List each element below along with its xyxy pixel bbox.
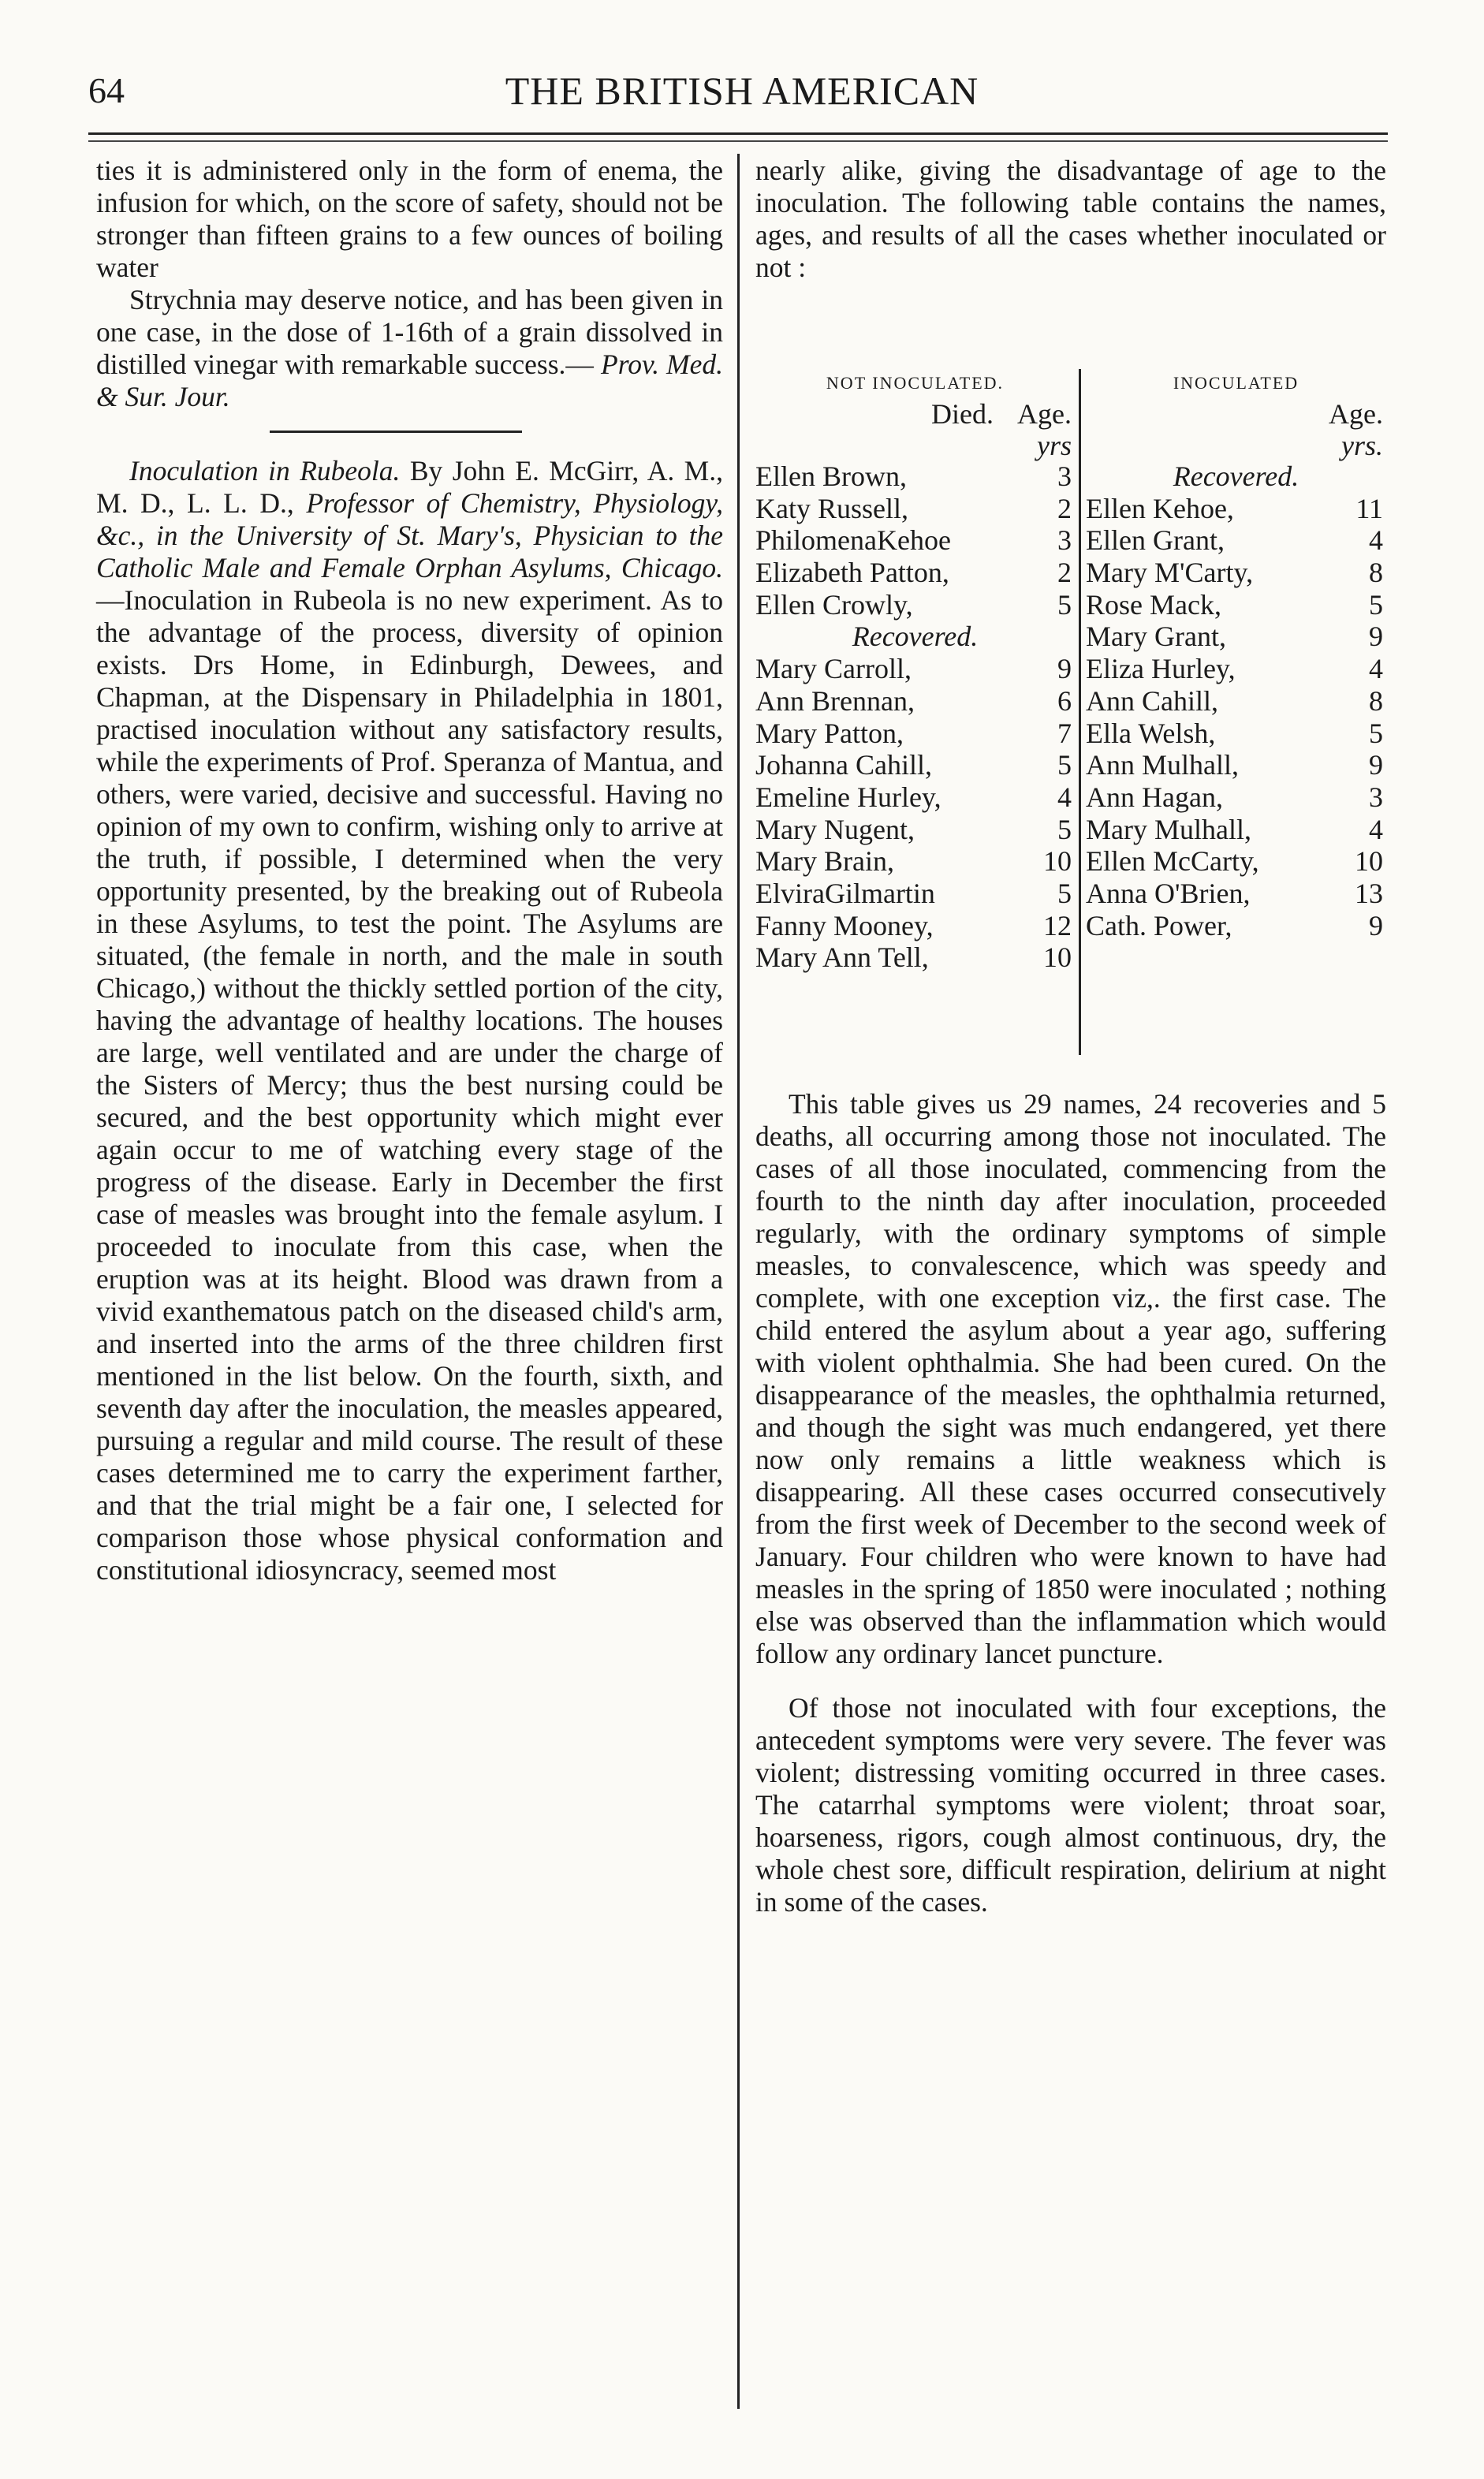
table-row bbox=[755, 845, 1075, 878]
patient-name: Ellen Crowly, bbox=[755, 588, 913, 621]
strychnia-text: Strychnia may deserve notice, and has been given in one case, in the dose of 1-16th of a grain dissolved in distilled vinegar with remarkable success.— bbox=[96, 284, 723, 380]
inoculated-subheading bbox=[1086, 397, 1386, 431]
patient-age: 6 bbox=[1057, 684, 1072, 717]
patient-name: Anna O'Brien, bbox=[1086, 877, 1251, 909]
patient-age: 5 bbox=[1369, 588, 1383, 621]
table-row bbox=[755, 749, 1075, 781]
header-rule bbox=[88, 132, 1388, 135]
patient-name: Cath. Power, bbox=[1086, 909, 1232, 941]
table-row bbox=[1086, 557, 1386, 589]
patient-age: 11 bbox=[1355, 492, 1383, 524]
table-row bbox=[755, 814, 1075, 846]
patient-name: Mary Nugent, bbox=[755, 813, 915, 845]
not-inoculated-heading: NOT INOCULATED. bbox=[826, 373, 1005, 393]
patient-age: 5 bbox=[1057, 749, 1072, 781]
died-rows bbox=[755, 460, 1075, 621]
patient-name: Elizabeth Patton, bbox=[755, 557, 949, 589]
inoculated-heading: INOCULATED bbox=[1173, 373, 1299, 393]
patient-name: Ella Welsh, bbox=[1086, 717, 1216, 749]
patient-age: 5 bbox=[1057, 877, 1072, 909]
patient-age: 10 bbox=[1043, 845, 1072, 878]
age-label: Age. bbox=[1017, 398, 1072, 430]
patient-age: 13 bbox=[1355, 877, 1383, 909]
cases-table bbox=[755, 369, 1386, 1079]
patient-age: 3 bbox=[1057, 524, 1072, 557]
table-row bbox=[1086, 653, 1386, 685]
strychnia-paragraph bbox=[96, 284, 723, 413]
table-intro-paragraph: nearly alike, giving the disadvantage of age to the inoculation. The following table contains the names, ages, and results of all the cases whether inoculated or not : bbox=[755, 155, 1386, 283]
patient-name: Eliza Hurley, bbox=[1086, 653, 1236, 685]
patient-name: Ann Cahill, bbox=[1086, 684, 1218, 717]
patient-name: Rose Mack, bbox=[1086, 588, 1221, 621]
patient-name: Mary Patton, bbox=[755, 717, 904, 749]
patient-age: 5 bbox=[1057, 588, 1072, 621]
article-title: Inoculation in Rubeola. bbox=[129, 455, 401, 486]
table-row bbox=[1086, 621, 1386, 653]
patient-name: Ellen McCarty, bbox=[1086, 845, 1259, 878]
patient-name: Ellen Grant, bbox=[1086, 524, 1225, 557]
years-label: yrs. bbox=[1341, 430, 1383, 461]
inoculated-column bbox=[1079, 369, 1386, 1055]
article-paragraph bbox=[96, 455, 723, 1586]
table-row bbox=[1086, 814, 1386, 846]
patient-name: Mary Carroll, bbox=[755, 653, 912, 685]
recovered-label: Recovered. bbox=[852, 621, 979, 653]
patient-name: ElviraGilmartin bbox=[755, 877, 935, 909]
recovered-rows bbox=[755, 653, 1075, 974]
patient-name: Mary M'Carty, bbox=[1086, 557, 1254, 589]
recovered-label: Recovered. bbox=[1173, 460, 1299, 492]
table-row bbox=[1086, 878, 1386, 910]
table-row bbox=[755, 460, 1075, 493]
left-column bbox=[96, 155, 723, 1586]
patient-age: 12 bbox=[1043, 909, 1072, 941]
table-row bbox=[1086, 718, 1386, 750]
page-number: 64 bbox=[88, 70, 125, 110]
table-row bbox=[755, 493, 1075, 525]
age-label: Age. bbox=[1329, 398, 1383, 430]
paragraph-gap bbox=[755, 1670, 1386, 1692]
patient-age: 5 bbox=[1057, 813, 1072, 845]
not-inoculated-subheading bbox=[755, 397, 1075, 431]
header-rule-double bbox=[88, 140, 1388, 142]
running-title: THE BRITISH AMERICAN bbox=[505, 69, 979, 113]
patient-age: 2 bbox=[1057, 557, 1072, 589]
patient-age: 9 bbox=[1369, 909, 1383, 941]
patient-age: 5 bbox=[1369, 717, 1383, 749]
patient-age: 4 bbox=[1369, 653, 1383, 685]
patient-name: Mary Mulhall, bbox=[1086, 813, 1251, 845]
patient-age: 4 bbox=[1057, 781, 1072, 813]
patient-name: Johanna Cahill, bbox=[755, 749, 932, 781]
patient-name: PhilomenaKehoe bbox=[755, 524, 951, 557]
patient-age: 7 bbox=[1057, 717, 1072, 749]
died-label: Died. bbox=[931, 398, 994, 430]
patient-name: Ellen Kehoe, bbox=[1086, 492, 1234, 524]
patient-name: Mary Ann Tell, bbox=[755, 941, 929, 974]
patient-name: Katy Russell, bbox=[755, 492, 908, 524]
table-row bbox=[755, 878, 1075, 910]
patient-age: 2 bbox=[1057, 492, 1072, 524]
table-row bbox=[755, 653, 1075, 685]
article-byline: By John E. McGirr, A. M., M. D., L. L. D., bbox=[96, 455, 723, 519]
patient-age: 9 bbox=[1369, 621, 1383, 653]
patient-age: 3 bbox=[1057, 460, 1072, 492]
column-divider bbox=[737, 154, 740, 2409]
patient-age: 10 bbox=[1355, 845, 1383, 878]
table-row bbox=[1086, 524, 1386, 557]
citation: Prov. Med. & Sur. Jour. bbox=[96, 349, 724, 412]
patient-age: 8 bbox=[1369, 684, 1383, 717]
patient-age: 8 bbox=[1369, 557, 1383, 589]
patient-age: 10 bbox=[1043, 941, 1072, 974]
article-body: —Inoculation in Rubeola is no new experiment. As to the advantage of the process, diversity of opinion exists. Drs Home, in Edinburgh, Dewees, and Chapman, at the Dispensary in Philadelphia in 1801, practised inoculation without any satisfactory results, while the experiments of Prof. Speranza of Mantua, and others, were varied, decisive and successful. Having no opinion of my own to confirm, wishing only to arrive at the truth, if possible, I determined when the very opportunity presented, by the breaking out of Rubeola in these Asylums, to test the point. The Asylums are situated, (the female in north, and the male in south Chicago,) without the thickly settled portion of the city, having the advantage of healthy locations. The houses are large, well ventilated and are under the charge of the Sisters of Mercy; thus the best nursing could be secured, and the best opportunity which might ever again occur to me of watching every stage of the progress of the disease. Early in December the first case of measles was brought into the female asylum. I proceeded to inoculate from this case, when the eruption was at its height. Blood was drawn from a vivid exanthematous patch on the diseased child's arm, and inserted into the arms of the three children first mentioned in the list below. On the fourth, sixth, and seventh day after the inoculation, the measles appeared, pursuing a regular and mild course. The result of these cases determined me to carry the experiment farther, and that the trial might be a fair one, I selected for comparison those whose physical conformation and constitutional idiosyncracy, seemed most bbox=[96, 584, 723, 1586]
patient-age: 4 bbox=[1369, 524, 1383, 557]
table-row bbox=[1086, 589, 1386, 621]
table-row bbox=[755, 524, 1075, 557]
table-row bbox=[755, 718, 1075, 750]
patient-age: 3 bbox=[1369, 781, 1383, 813]
patient-age: 4 bbox=[1369, 813, 1383, 845]
symptoms-paragraph: Of those not inoculated with four exceptions, the antecedent symptoms were very severe. The fever was violent; distressing vomiting occurred in three cases. The catarrhal symptoms were violent; throat soar, hoarseness, rigors, cough almost continuous, dry, the whole chest sore, difficult respiration, delirium at night in some of the cases. bbox=[755, 1692, 1386, 1918]
table-row bbox=[755, 557, 1075, 589]
table-row bbox=[755, 589, 1075, 621]
right-column-intro bbox=[755, 155, 1386, 284]
patient-name: Fanny Mooney, bbox=[755, 909, 934, 941]
continued-paragraph: ties it is administered only in the form of enema, the infusion for which, on the score of safety, should not be stronger than fifteen grains to a few ounces of boiling water bbox=[96, 155, 723, 283]
patient-name: Ann Mulhall, bbox=[1086, 749, 1239, 781]
patient-name: Emeline Hurley, bbox=[755, 781, 941, 813]
table-row bbox=[1086, 845, 1386, 878]
table-row bbox=[755, 941, 1075, 974]
table-row bbox=[755, 781, 1075, 814]
patient-name: Ann Hagan, bbox=[1086, 781, 1223, 813]
table-row bbox=[1086, 781, 1386, 814]
table-row bbox=[1086, 493, 1386, 525]
table-row bbox=[1086, 749, 1386, 781]
patient-name: Ann Brennan, bbox=[755, 684, 915, 717]
patient-name: Ellen Brown, bbox=[755, 460, 907, 492]
table-row bbox=[1086, 685, 1386, 718]
table-row bbox=[1086, 910, 1386, 942]
not-inoculated-column bbox=[755, 369, 1075, 974]
section-rule bbox=[270, 431, 522, 433]
table-row bbox=[755, 910, 1075, 942]
author-affiliation: Professor of Chemistry, Physiology, &c., in the University of St. Mary's, Physician to the Catholic Male and Female Orphan Asylums, Chicago. bbox=[96, 487, 723, 583]
patient-age: 9 bbox=[1369, 749, 1383, 781]
summary-paragraph: This table gives us 29 names, 24 recoveries and 5 deaths, all occurring among those not inoculated. The cases of all those inoculated, commencing from the fourth to the ninth day after inoculation, proceeded regularly, with the ordinary symptoms of simple measles, to convalescence, which was speedy and complete, with one exception viz,. the first case. The child entered the asylum about a year ago, suffering with violent ophthalmia. She had been cured. On the disappearance of the measles, the ophthalmia returned, and though the sight was much endangered, yet there now only remains a little weakness which is disappearing. All these cases occurred consecutively from the first week of December to the second week of January. Four children who were known to have had measles in the spring of 1850 were inoculated ; nothing else was observed than the inflammation which would follow any ordinary lancet puncture. bbox=[755, 1088, 1386, 1669]
years-label: yrs bbox=[1037, 430, 1072, 461]
patient-name: Mary Brain, bbox=[755, 845, 894, 878]
patient-name: Mary Grant, bbox=[1086, 621, 1226, 653]
recovered-rows bbox=[1086, 493, 1386, 942]
patient-age: 9 bbox=[1057, 653, 1072, 685]
table-row bbox=[755, 685, 1075, 718]
right-column-body bbox=[755, 1088, 1386, 1918]
